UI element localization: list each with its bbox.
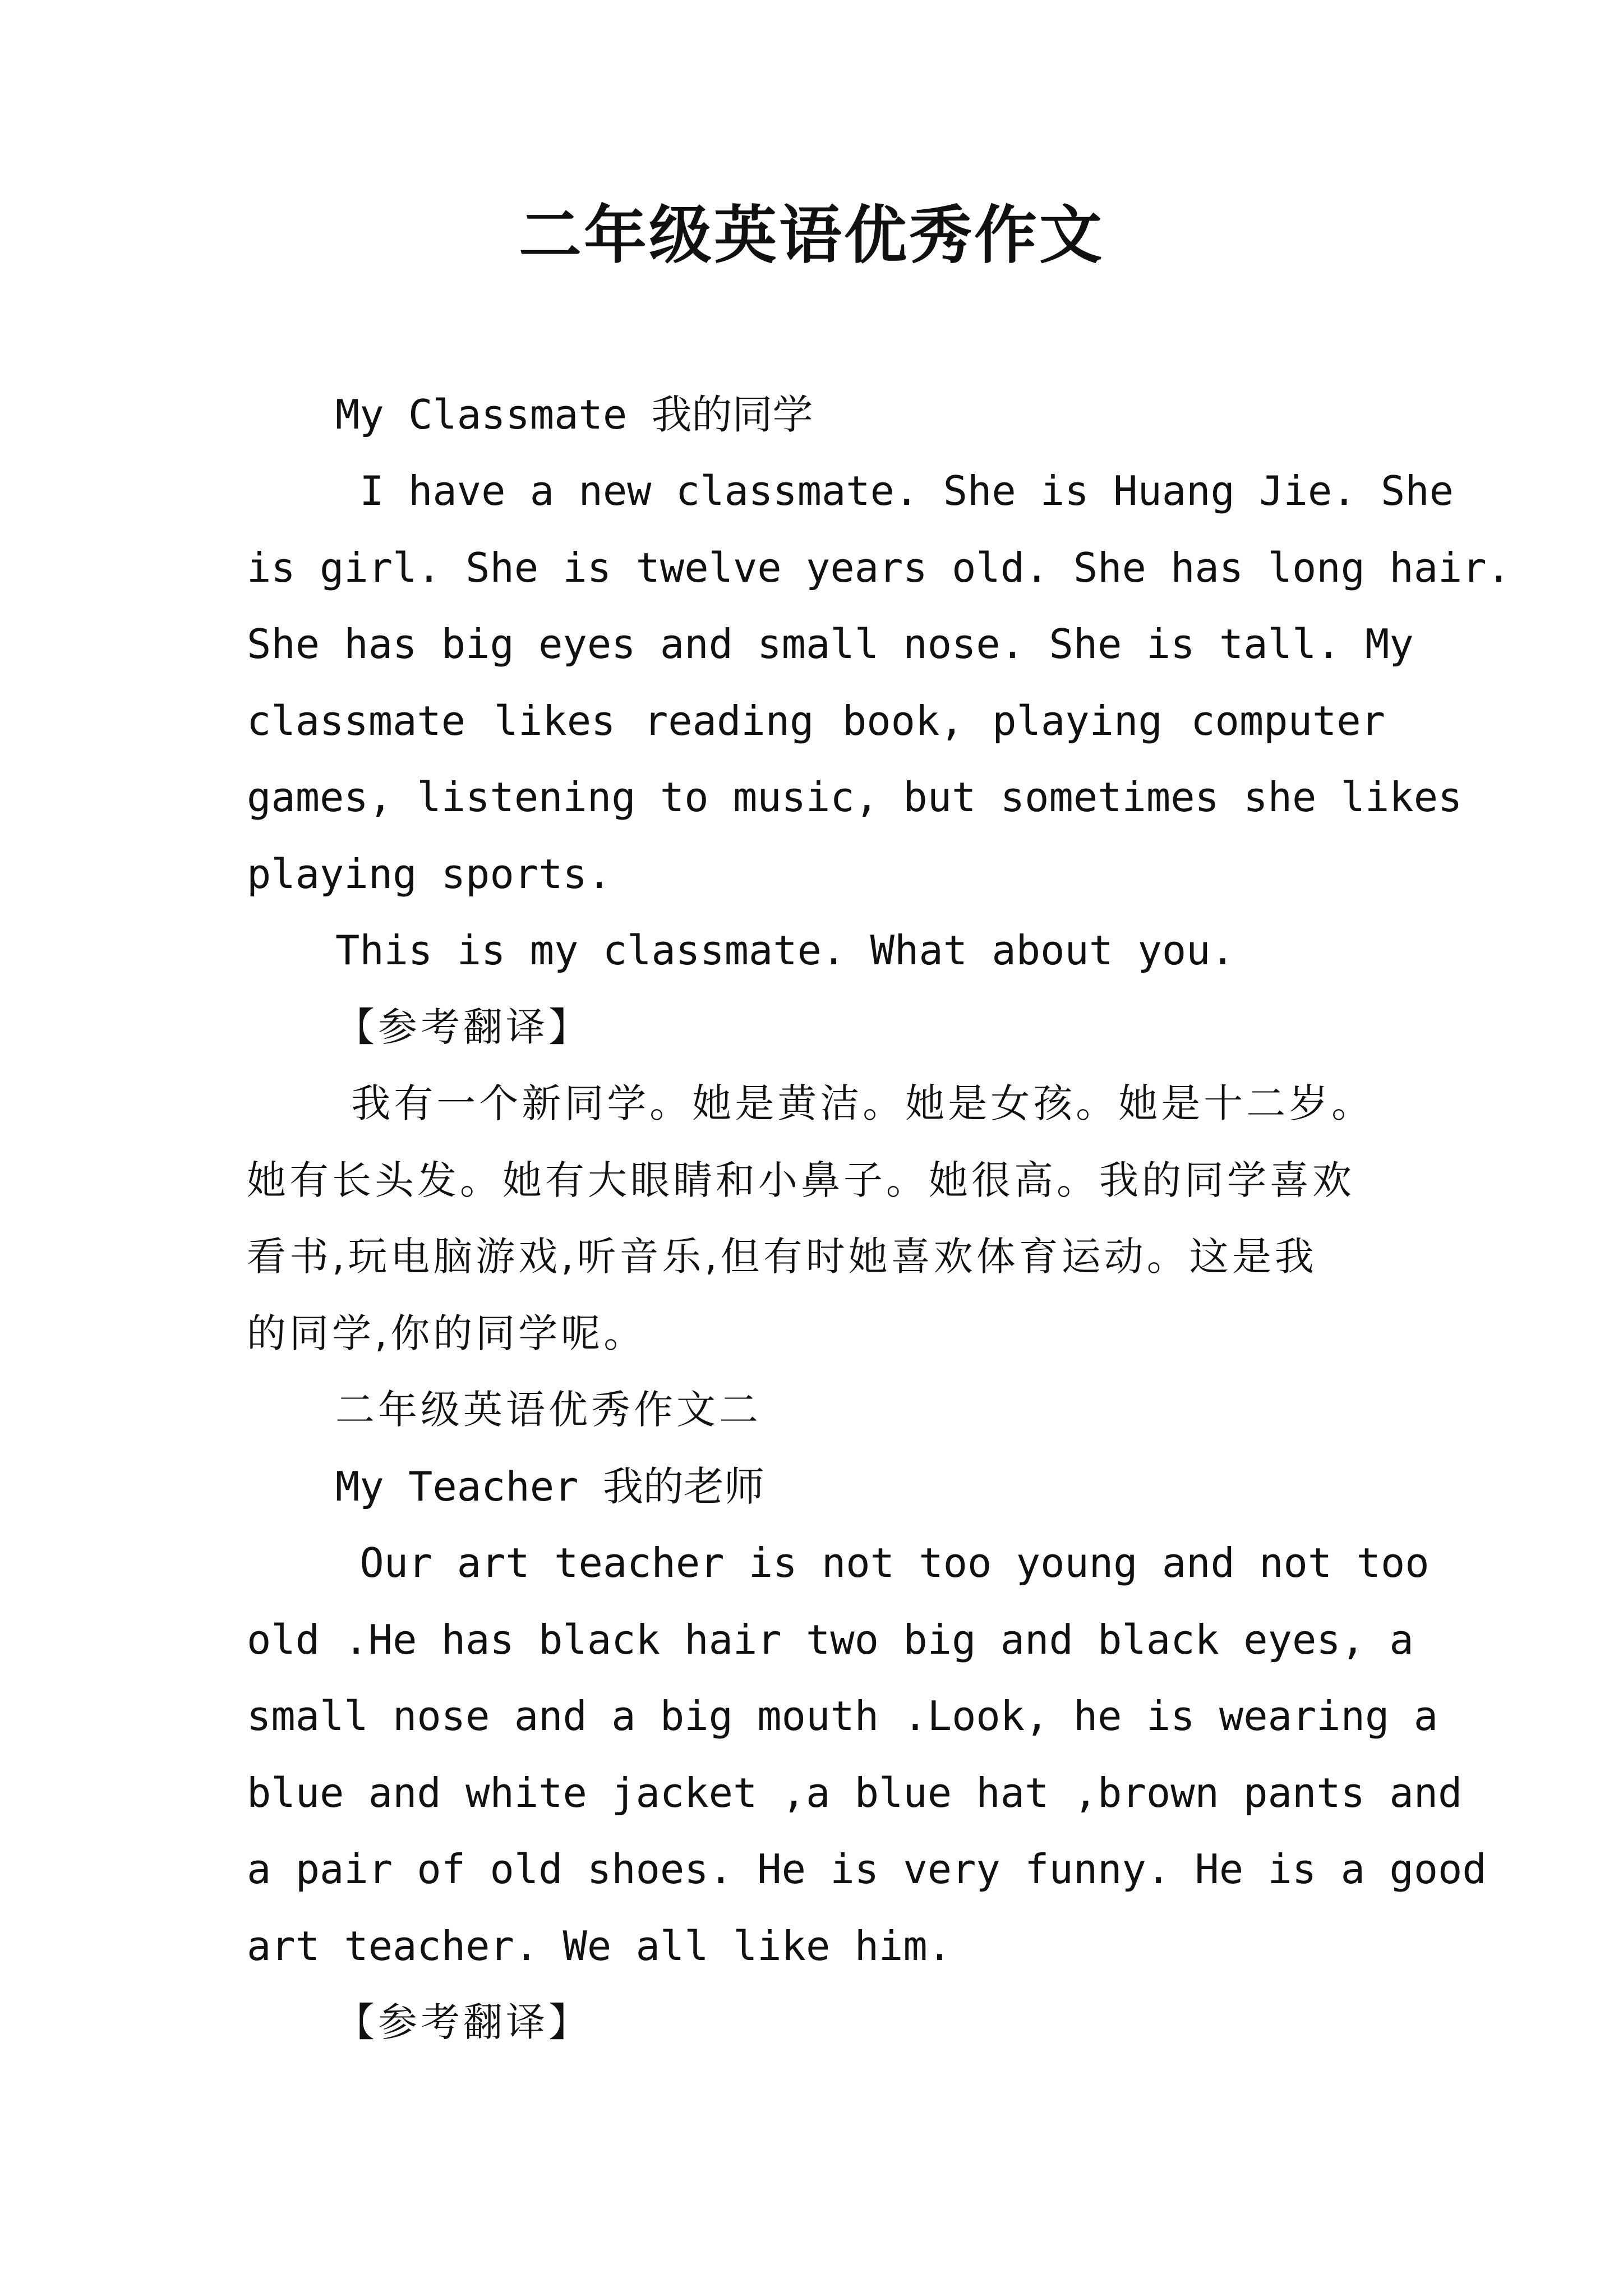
essay1-line: is girl. She is twelve years old. She has long hair. [247, 544, 1511, 591]
essay2-heading: My Teacher 我的老师 [335, 1463, 764, 1510]
essay1-heading: My Classmate 我的同学 [335, 391, 813, 438]
essay1-translation-line: 的同学,你的同学呢。 [247, 1310, 647, 1356]
essay1-line: classmate likes reading book, playing computer [247, 697, 1385, 744]
essay2-line: art teacher. We all like him. [247, 1922, 952, 1970]
essay1-line: I have a new classmate. She is Huang Jie. She [335, 467, 1454, 514]
essay1-translation-label: 【参考翻译】 [335, 1004, 591, 1050]
essay1-translation-line: 她有长头发。她有大眼睛和小鼻子。她很高。我的同学喜欢 [247, 1157, 1355, 1203]
essay2-line: a pair of old shoes. He is very funny. He is a good [247, 1846, 1487, 1893]
essay1-line: playing sports. [247, 850, 612, 898]
page-title: 二年级英语优秀作文 [519, 199, 1104, 272]
essay2-line: old .He has black hair two big and black eyes, a [247, 1616, 1414, 1663]
essay2-line: blue and white jacket ,a blue hat ,brown pants and [247, 1769, 1463, 1816]
essay1-line: She has big eyes and small nose. She is tall. My [247, 620, 1414, 668]
essay2-translation-label: 【参考翻译】 [335, 1999, 591, 2045]
essay1-closing: This is my classmate. What about you. [335, 927, 1235, 974]
essay1-translation-line: 我有一个新同学。她是黄洁。她是女孩。她是十二岁。 [335, 1080, 1375, 1126]
essay2-line: Our art teacher is not too young and not too [335, 1539, 1430, 1586]
essay2-section-title: 二年级英语优秀作文二 [335, 1387, 762, 1433]
essay2-line: small nose and a big mouth .Look, he is wearing a [247, 1692, 1438, 1740]
essay1-line: games, listening to music, but sometimes she likes [247, 774, 1463, 821]
essay1-translation-line: 看书,玩电脑游戏,听音乐,但有时她喜欢体育运动。这是我 [247, 1234, 1317, 1280]
